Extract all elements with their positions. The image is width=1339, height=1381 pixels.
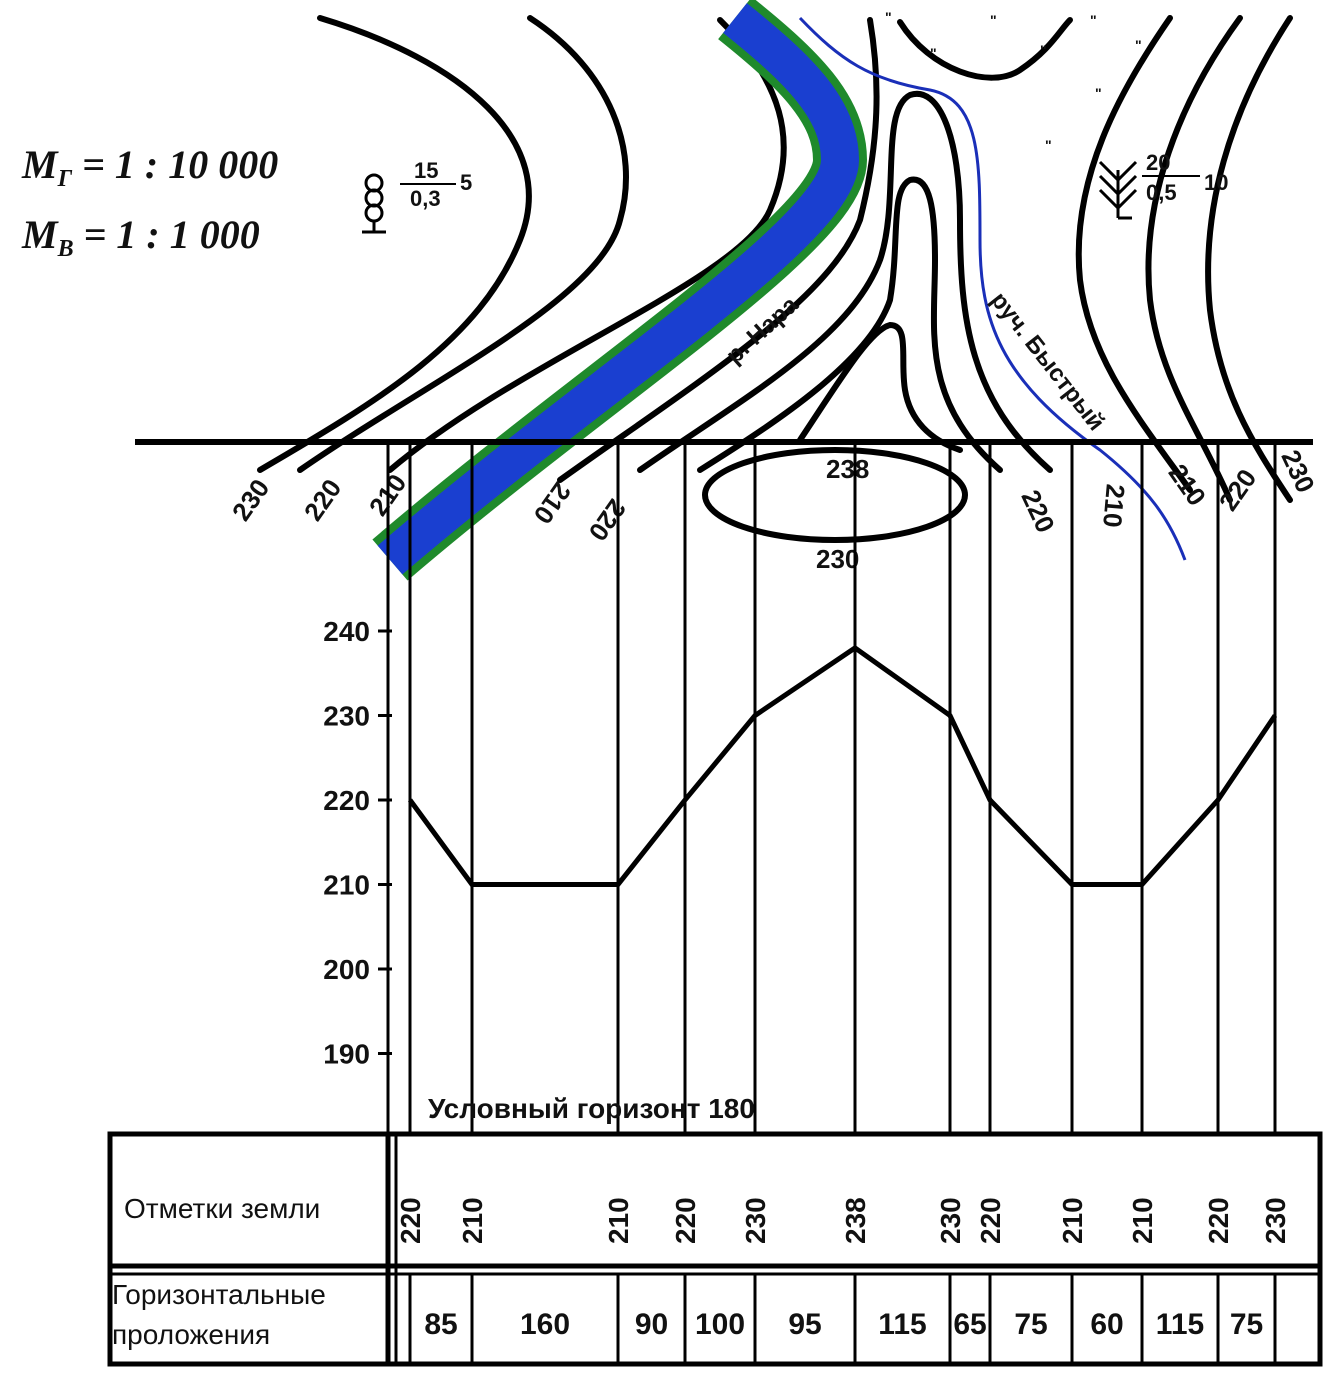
- stream-label: руч. Быстрый: [985, 287, 1110, 436]
- y-axis-tick-label: 190: [323, 1038, 370, 1070]
- contour-label: 230: [1275, 445, 1321, 498]
- svg-text:": ": [885, 9, 892, 25]
- forest-left-denominator: 0,3: [410, 186, 441, 211]
- scale-v-letter: M: [22, 212, 58, 257]
- distance-cell: 75: [1229, 1308, 1264, 1341]
- scale-v-sub: В: [57, 236, 74, 262]
- svg-text:": ": [930, 45, 937, 61]
- distance-cell: 95: [788, 1308, 822, 1341]
- coniferous-tree-icon: [1100, 162, 1136, 218]
- contour-230-right: [1208, 18, 1290, 500]
- contour-label: 210: [362, 468, 413, 522]
- elevation-cell: 210: [603, 1197, 634, 1244]
- elevation-cell: 220: [395, 1197, 426, 1244]
- distance-cell: 90: [634, 1308, 669, 1341]
- y-axis-tick-label: 220: [323, 785, 370, 816]
- distance-cell: 115: [1155, 1308, 1205, 1341]
- scale-v-value: = 1 : 1 000: [73, 212, 260, 257]
- contour-label: 210: [1097, 482, 1131, 529]
- elevation-cell: 230: [935, 1197, 966, 1244]
- elevation-cell: 210: [1127, 1197, 1158, 1244]
- elevation-cell: 220: [670, 1197, 701, 1244]
- distance-cell: 65: [953, 1308, 987, 1341]
- svg-text:MВ = 1 : 1 000: [21, 212, 260, 262]
- contour-220-right: [1148, 18, 1240, 500]
- elevation-cell: 230: [740, 1197, 771, 1244]
- forest-symbol-left: [362, 158, 472, 232]
- svg-text:": ": [1135, 37, 1142, 53]
- svg-text:": ": [1040, 42, 1047, 58]
- contour-label: 230: [225, 473, 276, 527]
- svg-text:": ": [1090, 12, 1097, 28]
- contour-ridge-inner: [700, 180, 1000, 470]
- scale-vertical: [21, 212, 260, 262]
- table-row-distances-header-line2: проложения: [112, 1319, 271, 1350]
- profile-curve: [410, 648, 1275, 885]
- table-row-distances-header-line1: Горизонтальные: [112, 1279, 326, 1310]
- forest-left-extra: 5: [460, 170, 473, 195]
- elevation-cell: 230: [1260, 1197, 1291, 1244]
- svg-text:": ": [1045, 137, 1052, 153]
- svg-text:": ": [1095, 85, 1102, 101]
- contour-label: 210: [1162, 458, 1213, 512]
- table-row-elevations-header: Отметки земли: [124, 1193, 321, 1224]
- contour-label: 220: [582, 493, 633, 547]
- baseline-label: Условный горизонт 180: [428, 1093, 755, 1124]
- profile-table: [110, 1134, 1320, 1364]
- scale-h-value: = 1 : 10 000: [72, 142, 279, 187]
- svg-text:": ": [990, 12, 997, 28]
- river-label: р. Нара: [720, 291, 804, 370]
- distance-cell: 75: [1014, 1308, 1048, 1341]
- contour-label: 210: [527, 476, 578, 530]
- contour-label: 220: [1212, 463, 1263, 517]
- y-axis-tick-label: 240: [323, 616, 370, 647]
- elevation-cell: 210: [457, 1197, 488, 1244]
- forest-right-denominator: 0,5: [1146, 180, 1177, 205]
- elevation-cell: 238: [840, 1197, 871, 1244]
- forest-right-numerator: 20: [1146, 150, 1171, 175]
- deciduous-tree-icon: [362, 175, 386, 232]
- svg-text:MГ = 1 : 10 000: [21, 142, 278, 192]
- y-axis-tick-label: 210: [323, 869, 370, 901]
- hill-elevation-label: 238: [826, 454, 870, 484]
- distance-cells: [424, 1308, 1263, 1341]
- scale-h-letter: M: [22, 142, 58, 187]
- forest-left-numerator: 15: [414, 158, 439, 183]
- scale-horizontal: [21, 142, 278, 192]
- elevation-cell: 210: [1057, 1197, 1088, 1244]
- distance-cell: 60: [1090, 1308, 1124, 1341]
- distance-cell: 85: [424, 1308, 458, 1341]
- distance-cell: 100: [694, 1308, 746, 1341]
- hill-contour-label: 230: [816, 544, 860, 574]
- contour-label: 220: [1015, 485, 1061, 538]
- y-axis-tick-label: 230: [323, 700, 370, 732]
- contour-label: 220: [297, 473, 348, 527]
- scale-h-sub: Г: [57, 166, 73, 192]
- elevation-cell: 220: [1203, 1197, 1234, 1244]
- forest-right-extra: 10: [1204, 170, 1229, 195]
- y-axis-tick-label: 200: [323, 954, 370, 985]
- forest-symbol-right: [1100, 150, 1228, 218]
- distance-cell: 115: [878, 1308, 927, 1341]
- distance-cell: 160: [519, 1308, 571, 1341]
- elevation-cell: 220: [975, 1197, 1006, 1244]
- y-axis: [323, 616, 392, 1070]
